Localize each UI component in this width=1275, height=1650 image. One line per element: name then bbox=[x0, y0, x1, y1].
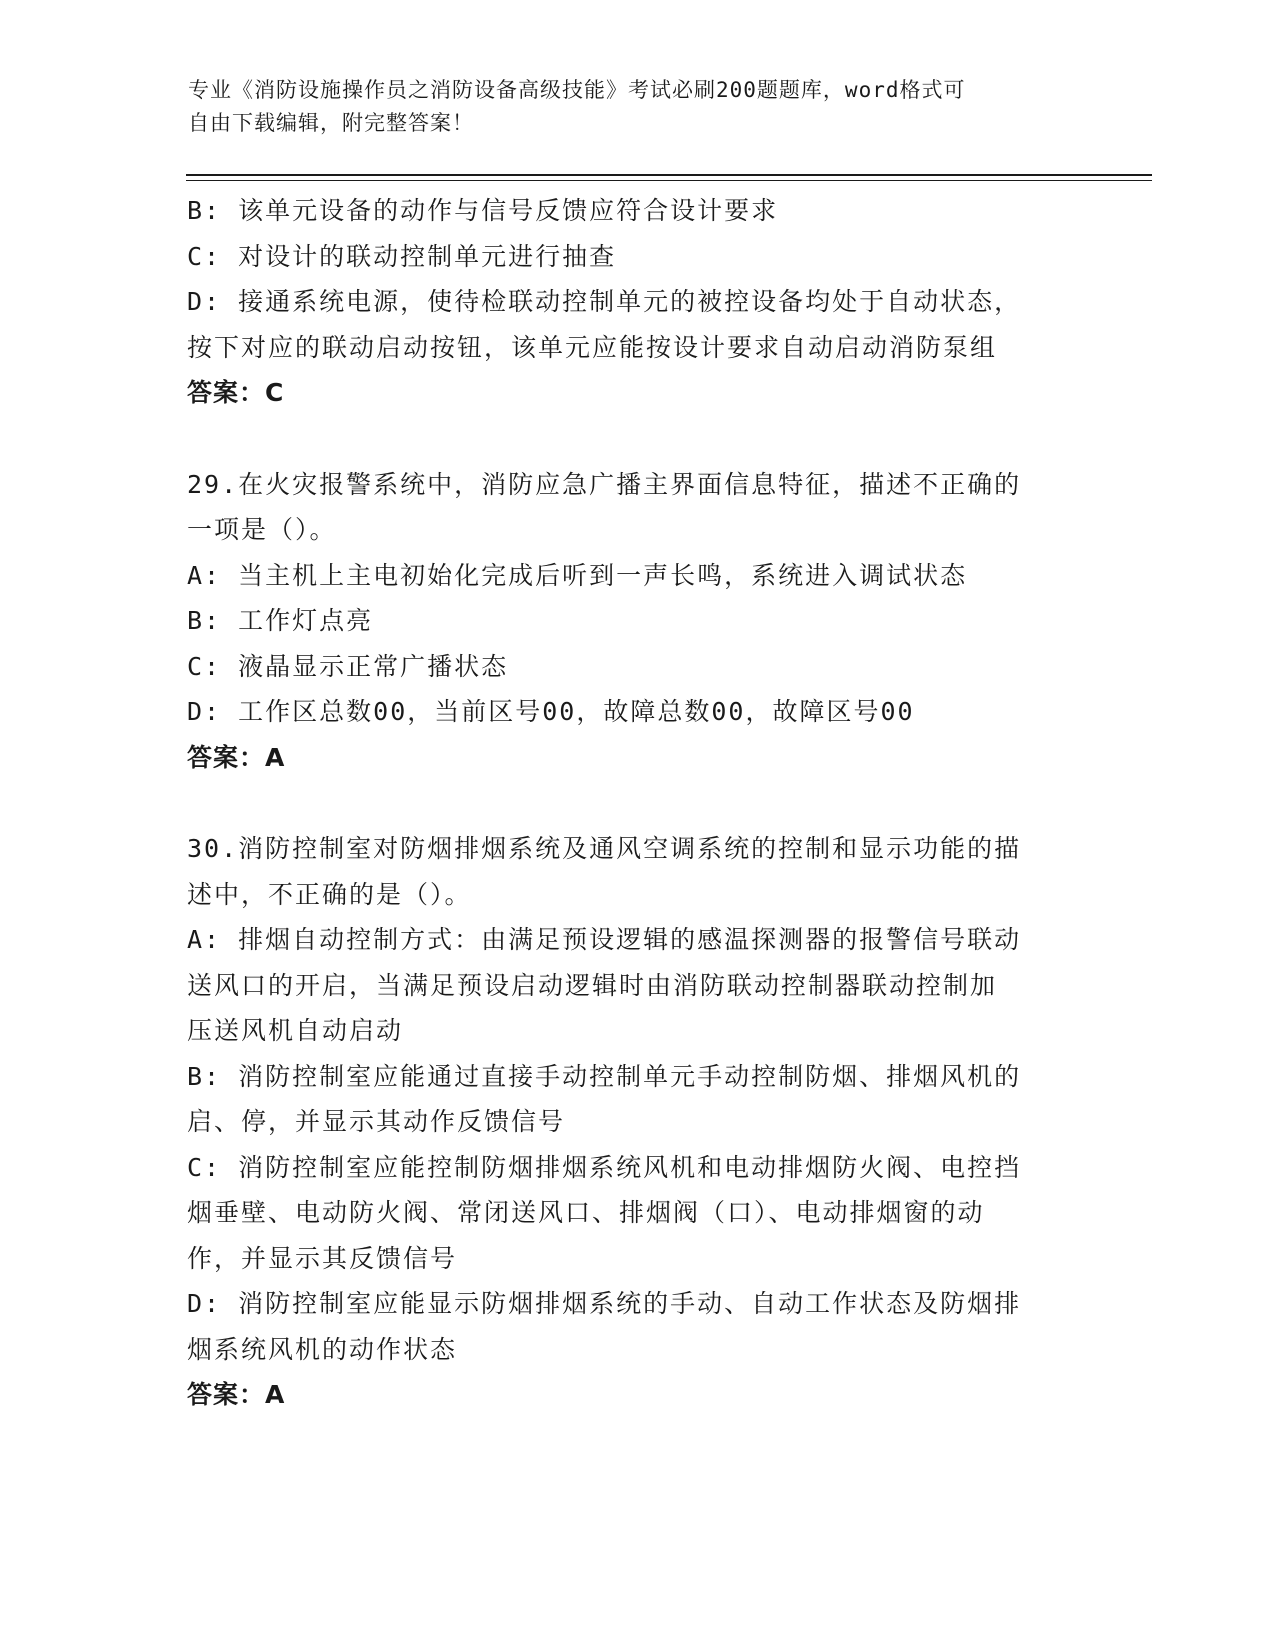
question-content bbox=[187, 188, 1087, 1418]
question-30 bbox=[187, 826, 1087, 1418]
question-stem-continued: 一项是（）。 bbox=[187, 515, 337, 544]
option-c: C: 消防控制室应能控制防烟排烟系统风机和电动排烟防火阀、电控挡 bbox=[187, 1152, 1022, 1182]
header-divider-thin bbox=[186, 180, 1152, 181]
option-d-continued: 按下对应的联动启动按钮，该单元应能按设计要求自动启动消防泵组 bbox=[187, 332, 998, 362]
option-d: D: 消防控制室应能显示防烟排烟系统的手动、自动工作状态及防烟排 bbox=[187, 1289, 1022, 1318]
option-c: C: 液晶显示正常广播状态 bbox=[187, 651, 509, 681]
question-29 bbox=[187, 462, 1087, 781]
option-c: C: 对设计的联动控制单元进行抽查 bbox=[187, 241, 617, 271]
option-a-continued: 送风口的开启，当满足预设启动逻辑时由消防联动控制器联动控制加 bbox=[187, 970, 998, 1000]
answer-label: 答案：C bbox=[187, 378, 285, 407]
header-line-2: 自由下载编辑，附完整答案！ bbox=[188, 111, 474, 135]
question-spacer bbox=[187, 780, 1087, 826]
header-divider-thick bbox=[186, 174, 1152, 176]
option-b: B: 消防控制室应能通过直接手动控制单元手动控制防烟、排烟风机的 bbox=[187, 1061, 1022, 1091]
question-stem: 30.消防控制室对防烟排烟系统及通风空调系统的控制和显示功能的描 bbox=[187, 834, 1022, 863]
option-d: D: 接通系统电源，使待检联动控制单元的被控设备均处于自动状态， bbox=[187, 287, 1022, 316]
option-a: A: 当主机上主电初始化完成后听到一声长鸣，系统进入调试状态 bbox=[187, 560, 968, 590]
option-c-continued: 烟垂壁、电动防火阀、常闭送风口、排烟阀（口）、电动排烟窗的动 bbox=[187, 1198, 985, 1227]
question-28-tail bbox=[187, 188, 1087, 416]
header-line-1: 专业《消防设施操作员之消防设备高级技能》考试必刷200题题库，word格式可 bbox=[188, 78, 966, 102]
answer-label: 答案：A bbox=[187, 1380, 286, 1409]
option-d: D: 工作区总数00，当前区号00，故障总数00，故障区号00 bbox=[187, 697, 915, 726]
option-a-continued: 压送风机自动启动 bbox=[187, 1016, 404, 1045]
question-stem: 29.在火灾报警系统中，消防应急广播主界面信息特征，描述不正确的 bbox=[187, 469, 1022, 499]
option-c-continued: 作，并显示其反馈信号 bbox=[187, 1243, 458, 1273]
option-b: B: 该单元设备的动作与信号反馈应符合设计要求 bbox=[187, 196, 779, 225]
page-header bbox=[188, 74, 1068, 140]
option-d-continued: 烟系统风机的动作状态 bbox=[187, 1334, 458, 1364]
question-spacer bbox=[187, 416, 1087, 462]
answer-label: 答案：A bbox=[187, 742, 286, 772]
option-a: A: 排烟自动控制方式：由满足预设逻辑的感温探测器的报警信号联动 bbox=[187, 925, 1022, 954]
option-b-continued: 启、停，并显示其动作反馈信号 bbox=[187, 1107, 566, 1136]
question-stem-continued: 述中，不正确的是（）。 bbox=[187, 879, 472, 909]
option-b: B: 工作灯点亮 bbox=[187, 606, 374, 635]
